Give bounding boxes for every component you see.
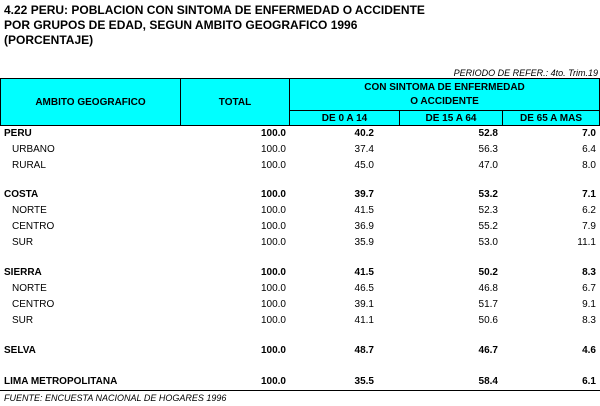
period-note: PERIODO DE REFER.: 4to. Trim.19 — [453, 68, 598, 78]
row-label: URBANO — [12, 144, 55, 155]
row-label: COSTA — [4, 189, 39, 200]
header-total — [180, 78, 290, 126]
cell-total: 100.0 — [260, 299, 286, 310]
table-title — [4, 3, 425, 48]
table-row-selva — [0, 343, 600, 359]
cell-total: 100.0 — [260, 237, 286, 248]
cell-age-0-14: 41.1 — [354, 315, 374, 326]
table-row-costa-norte — [0, 203, 600, 219]
cell-age-65-mas: 9.1 — [582, 299, 596, 310]
cell-age-15-64: 56.3 — [478, 144, 498, 155]
header-age-65-mas — [502, 110, 600, 126]
cell-age-65-mas: 8.3 — [582, 315, 596, 326]
title-line-3: (PORCENTAJE) — [4, 33, 94, 47]
header-age-0-14-label: DE 0 A 14 — [321, 112, 368, 124]
cell-age-65-mas: 6.7 — [582, 283, 596, 294]
header-group — [289, 78, 600, 111]
header-ambito — [0, 78, 181, 126]
cell-age-65-mas: 7.9 — [582, 221, 596, 232]
cell-age-0-14: 35.5 — [354, 376, 374, 387]
header-ambito-label: AMBITO GEOGRAFICO — [35, 96, 146, 108]
cell-total: 100.0 — [260, 345, 286, 356]
header-age-15-64-label: DE 15 A 64 — [425, 112, 477, 124]
cell-age-15-64: 50.2 — [478, 267, 498, 278]
table-row-sierra — [0, 265, 600, 281]
cell-age-15-64: 46.7 — [478, 345, 498, 356]
cell-age-15-64: 50.6 — [478, 315, 498, 326]
cell-total: 100.0 — [260, 189, 286, 200]
cell-age-0-14: 45.0 — [354, 160, 374, 171]
cell-total: 100.0 — [260, 128, 286, 139]
cell-age-0-14: 36.9 — [354, 221, 374, 232]
row-label: LIMA METROPOLITANA — [4, 376, 118, 387]
cell-total: 100.0 — [260, 160, 286, 171]
cell-age-15-64: 53.0 — [478, 237, 498, 248]
header-age-15-64 — [399, 110, 503, 126]
cell-age-0-14: 39.1 — [354, 299, 374, 310]
row-label: SIERRA — [4, 267, 42, 278]
cell-age-65-mas: 6.2 — [582, 205, 596, 216]
row-label: SUR — [12, 237, 34, 248]
title-line-1: 4.22 PERU: POBLACION CON SINTOMA DE ENFERMEDAD O ACCIDENTE — [4, 3, 425, 17]
header-age-65-mas-label: DE 65 A MAS — [519, 112, 583, 124]
row-label: RURAL — [12, 160, 46, 171]
cell-age-0-14: 46.5 — [354, 283, 374, 294]
cell-age-65-mas: 8.0 — [582, 160, 596, 171]
cell-age-65-mas: 6.4 — [582, 144, 596, 155]
cell-age-15-64: 53.2 — [478, 189, 498, 200]
cell-age-15-64: 52.3 — [478, 205, 498, 216]
cell-total: 100.0 — [260, 376, 286, 387]
table-row-lima — [0, 374, 600, 390]
source-note: FUENTE: ENCUESTA NACIONAL DE HOGARES 1996 — [4, 393, 227, 403]
row-label: SELVA — [4, 345, 36, 356]
cell-age-0-14: 37.4 — [354, 144, 374, 155]
bottom-rule — [0, 390, 600, 391]
table-row-urbano — [0, 142, 600, 158]
cell-age-15-64: 52.8 — [478, 128, 498, 139]
cell-total: 100.0 — [260, 221, 286, 232]
row-label: CENTRO — [12, 221, 55, 232]
row-label: SUR — [12, 315, 34, 326]
cell-total: 100.0 — [260, 283, 286, 294]
cell-age-0-14: 41.5 — [354, 267, 374, 278]
cell-total: 100.0 — [260, 205, 286, 216]
table-row-costa — [0, 187, 600, 203]
cell-age-65-mas: 8.3 — [582, 267, 596, 278]
header-age-0-14 — [289, 110, 400, 126]
cell-age-0-14: 40.2 — [354, 128, 374, 139]
title-line-2: POR GRUPOS DE EDAD, SEGUN AMBITO GEOGRAFICO 1996 — [4, 18, 358, 32]
row-label: PERU — [4, 128, 32, 139]
cell-age-15-64: 46.8 — [478, 283, 498, 294]
header-total-label: TOTAL — [218, 96, 252, 108]
table-row-sierra-centro — [0, 297, 600, 313]
cell-total: 100.0 — [260, 144, 286, 155]
cell-age-15-64: 51.7 — [478, 299, 498, 310]
table-row-costa-sur — [0, 235, 600, 251]
row-label: NORTE — [12, 205, 47, 216]
row-label: CENTRO — [12, 299, 55, 310]
table-row-peru — [0, 126, 600, 142]
cell-age-0-14: 41.5 — [354, 205, 374, 216]
cell-age-65-mas: 7.0 — [582, 128, 596, 139]
table-row-rural — [0, 158, 600, 174]
cell-age-65-mas: 7.1 — [582, 189, 596, 200]
cell-age-65-mas: 4.6 — [582, 345, 596, 356]
cell-total: 100.0 — [260, 267, 286, 278]
cell-age-65-mas: 11.1 — [577, 237, 596, 248]
cell-age-65-mas: 6.1 — [582, 376, 596, 387]
table-row-sierra-sur — [0, 313, 600, 329]
row-label: NORTE — [12, 283, 47, 294]
cell-age-15-64: 47.0 — [478, 160, 498, 171]
cell-age-0-14: 35.9 — [354, 237, 374, 248]
cell-age-0-14: 39.7 — [354, 189, 374, 200]
cell-age-15-64: 58.4 — [478, 376, 498, 387]
table-row-costa-centro — [0, 219, 600, 235]
cell-age-15-64: 55.2 — [478, 221, 498, 232]
header-group-line-1: CON SINTOMA DE ENFERMEDAD — [364, 81, 525, 93]
cell-total: 100.0 — [260, 315, 286, 326]
table-row-sierra-norte — [0, 281, 600, 297]
cell-age-0-14: 48.7 — [354, 345, 374, 356]
header-group-line-2: O ACCIDENTE — [410, 95, 479, 107]
